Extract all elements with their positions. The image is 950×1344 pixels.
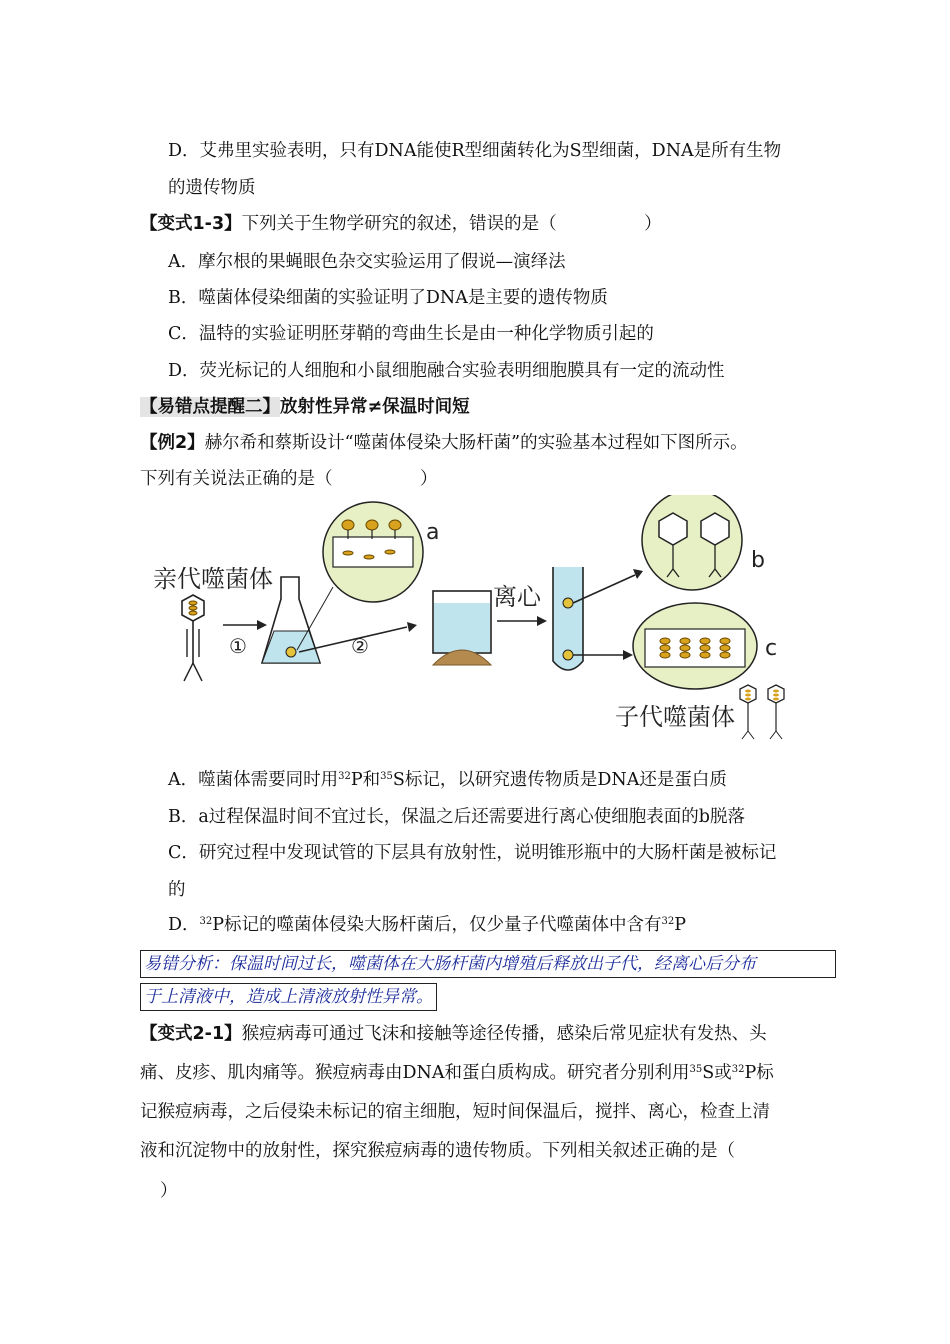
q1-option-d-line1: D．艾弗里实验表明，只有DNA能使R型细菌转化为S型细菌，DNA是所有生物 (168, 141, 782, 161)
opt-d-mid: P标记的噬菌体侵染大肠杆菌后，仅少量子代噬菌体中含有 (212, 915, 662, 935)
opt-a-post: S标记，以研究遗传物质是DNA还是蛋白质 (392, 770, 727, 790)
variant-1-3-option-a: A．摩尔根的果蝇眼色杂交实验运用了假说—演绎法 (168, 252, 566, 272)
example-2-option-c-line1: C．研究过程中发现试管的下层具有放射性，说明锥形瓶中的大肠杆菌是被标记 (168, 843, 777, 863)
variant-1-3-option-b: B．噬菌体侵染细菌的实验证明了DNA是主要的遗传物质 (168, 288, 608, 308)
opt-a-sup2: 35 (380, 771, 393, 782)
opt-d-pre: D． (168, 915, 200, 935)
opt-d-sup2: 32 (661, 916, 675, 927)
zoom-circle-b (642, 495, 742, 590)
opt-a-sup1: 32 (338, 771, 351, 782)
variant-2-1-l1: 猴痘病毒可通过飞沫和接触等途径传播，感染后常见症状有发热、头 (241, 1024, 767, 1044)
variant-2-1-sup2: 32 (731, 1064, 745, 1075)
analysis-box-line2: 于上清液中，造成上清液放射性异常。 (140, 983, 437, 1011)
centrifuge-label: 离心 (493, 583, 541, 611)
label-b: b (751, 548, 765, 573)
example-2-stem1: 赫尔希和蔡斯设计“噬菌体侵染大肠杆菌”的实验基本过程如下图所示。 (204, 433, 748, 453)
parent-phage-label: 亲代噬菌体 (153, 565, 273, 593)
variant-2-1-mid: S或 (702, 1063, 732, 1083)
beaker-icon (433, 591, 491, 665)
step-1-label: ① (229, 634, 247, 658)
example-2-option-b: B．a过程保温时间不宜过长，保温之后还需要进行离心使细胞表面的b脱落 (168, 807, 745, 827)
example-2-tag: 【例2】 (140, 433, 205, 453)
error-tip-2-tag: 【易错点提醒二】 (140, 397, 280, 417)
label-a: a (426, 520, 440, 545)
offspring-phage-label: 子代噬菌体 (615, 703, 735, 731)
opt-a-pre: A．噬菌体需要同时用 (168, 770, 339, 790)
variant-2-1-post: P标 (744, 1063, 774, 1083)
variant-1-3 (140, 213, 662, 235)
variant-2-1-line4: 液和沉淀物中的放射性，探究猴痘病毒的遗传物质。下列相关叙述正确的是（ (140, 1141, 735, 1161)
error-tip-2-text: 放射性异常≠保温时间短 (280, 397, 470, 417)
error-tip-2 (140, 396, 470, 418)
example-2-option-a (168, 769, 727, 791)
example-2-stem-line1 (140, 432, 748, 454)
label-c: c (765, 636, 778, 661)
step-2-label: ② (351, 634, 369, 658)
q1-option-d-line2: 的遗传物质 (168, 178, 256, 198)
variant-2-1-line3: 记猴痘病毒，之后侵染未标记的宿主细胞，短时间保温后，搅拌、离心，检查上清 (140, 1102, 770, 1122)
example-2-option-d (168, 914, 686, 936)
opt-d-post: P (674, 915, 687, 935)
variant-1-3-option-c: C．温特的实验证明胚芽鞘的弯曲生长是由一种化学物质引起的 (168, 324, 654, 344)
opt-a-mid: P和 (350, 770, 381, 790)
offspring-phage-icons (740, 685, 784, 739)
opt-d-sup1: 32 (199, 916, 213, 927)
variant-2-1-l2: 痛、皮疹、肌肉痛等。猴痘病毒由DNA和蛋白质构成。研究者分别利用 (140, 1063, 690, 1083)
variant-2-1-sup1: 35 (689, 1064, 703, 1075)
variant-1-3-stem: 下列关于生物学研究的叙述，错误的是（ ） (241, 214, 662, 234)
variant-2-1-line5: ） (160, 1181, 178, 1201)
variant-1-3-option-d: D．荧光标记的人细胞和小鼠细胞融合实验表明细胞膜具有一定的流动性 (168, 361, 725, 381)
example-2-option-c-line2: 的 (168, 880, 186, 900)
phage-experiment-diagram (145, 495, 825, 750)
parent-phage-icon (182, 595, 204, 681)
variant-2-1-line1 (140, 1023, 767, 1045)
analysis-box-line1: 易错分析：保温时间过长，噬菌体在大肠杆菌内增殖后释放出子代，经离心后分布 (140, 950, 836, 978)
variant-1-3-tag: 【变式1-3】 (140, 214, 242, 234)
variant-2-1-tag: 【变式2-1】 (140, 1024, 242, 1044)
example-2-stem-line2: 下列有关说法正确的是（ ） (140, 469, 438, 489)
variant-2-1-line2 (140, 1062, 774, 1084)
